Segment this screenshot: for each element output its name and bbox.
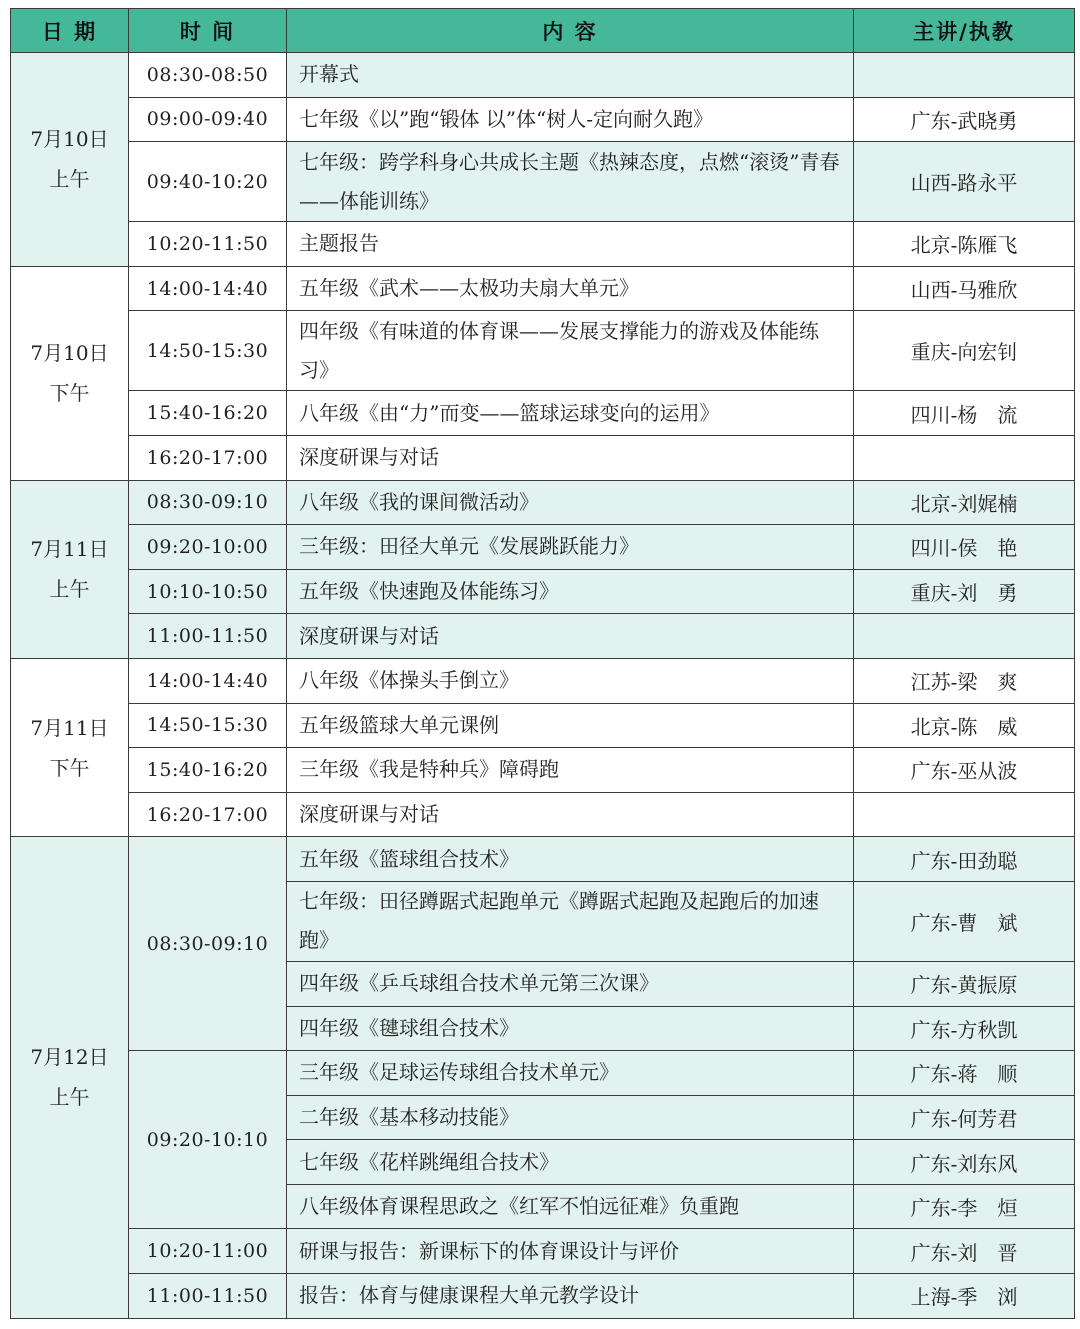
speaker-cell: 江苏-梁 爽 [854, 658, 1075, 703]
header-speaker: 主讲/执教 [854, 9, 1075, 53]
time-cell: 16:20-17:00 [129, 792, 287, 837]
content-cell: 三年级《我是特种兵》障碍跑 [287, 748, 854, 793]
table-row [11, 222, 1075, 267]
time-cell: 14:50-15:30 [129, 311, 287, 391]
table-row [11, 53, 1075, 98]
date-cell [11, 53, 129, 267]
table-row [11, 525, 1075, 570]
time-cell: 08:30-09:10 [129, 837, 287, 1051]
content-cell: 二年级《基本移动技能》 [287, 1095, 854, 1140]
time-cell: 08:30-08:50 [129, 53, 287, 98]
content-cell: 深度研课与对话 [287, 792, 854, 837]
content-cell: 七年级《花样跳绳组合技术》 [287, 1140, 854, 1185]
table-row [11, 658, 1075, 703]
time-cell: 15:40-16:20 [129, 391, 287, 436]
speaker-cell: 上海-季 浏 [854, 1274, 1075, 1319]
time-cell: 14:00-14:40 [129, 658, 287, 703]
speaker-cell: 四川-侯 艳 [854, 525, 1075, 570]
speaker-cell: 广东-方秋凯 [854, 1006, 1075, 1051]
content-cell: 八年级《由“力”而变——篮球运球变向的运用》 [287, 391, 854, 436]
speaker-cell: 广东-何芳君 [854, 1095, 1075, 1140]
content-cell: 四年级《有味道的体育课——发展支撑能力的游戏及体能练习》 [287, 311, 854, 391]
table-row [11, 311, 1075, 391]
content-cell: 主题报告 [287, 222, 854, 267]
content-cell: 三年级《足球运传球组合技术单元》 [287, 1051, 854, 1096]
time-cell: 14:50-15:30 [129, 703, 287, 748]
time-cell: 14:00-14:40 [129, 266, 287, 311]
speaker-cell: 北京-刘娓楠 [854, 480, 1075, 525]
table-row [11, 480, 1075, 525]
date-label: 7月11日 [30, 537, 109, 562]
table-row [11, 266, 1075, 311]
speaker-cell: 广东-李 烜 [854, 1184, 1075, 1229]
speaker-cell: 山西-路永平 [854, 142, 1075, 222]
content-cell: 八年级体育课程思政之《红军不怕远征难》负重跑 [287, 1184, 854, 1229]
speaker-cell [854, 53, 1075, 98]
table-row [11, 614, 1075, 659]
table-row [11, 435, 1075, 480]
table-row [11, 703, 1075, 748]
time-cell: 10:20-11:50 [129, 222, 287, 267]
period-label: 上午 [49, 577, 90, 602]
content-cell: 七年级：田径蹲踞式起跑单元《蹲踞式起跑及起跑后的加速跑》 [287, 881, 854, 961]
table-row [11, 837, 1075, 882]
content-cell: 五年级《快速跑及体能练习》 [287, 569, 854, 614]
speaker-cell: 广东-武晓勇 [854, 97, 1075, 142]
content-cell: 五年级篮球大单元课例 [287, 703, 854, 748]
date-label: 7月12日 [30, 1045, 109, 1070]
content-cell: 七年级：跨学科身心共成长主题《热辣态度，点燃“滚烫”青春——体能训练》 [287, 142, 854, 222]
time-cell: 11:00-11:50 [129, 614, 287, 659]
speaker-cell: 广东-巫从波 [854, 748, 1075, 793]
content-cell: 研课与报告：新课标下的体育课设计与评价 [287, 1229, 854, 1274]
content-cell: 五年级《篮球组合技术》 [287, 837, 854, 882]
period-label: 下午 [49, 755, 90, 780]
header-date: 日 期 [11, 9, 129, 53]
speaker-cell: 四川-杨 流 [854, 391, 1075, 436]
speaker-cell: 重庆-刘 勇 [854, 569, 1075, 614]
date-label: 7月11日 [30, 715, 109, 740]
content-cell: 三年级：田径大单元《发展跳跃能力》 [287, 525, 854, 570]
period-label: 下午 [49, 381, 90, 406]
date-cell [11, 480, 129, 658]
time-cell: 09:00-09:40 [129, 97, 287, 142]
table-row [11, 569, 1075, 614]
table-row [11, 142, 1075, 222]
table-row [11, 748, 1075, 793]
speaker-cell: 北京-陈雁飞 [854, 222, 1075, 267]
content-cell: 深度研课与对话 [287, 614, 854, 659]
time-cell: 10:20-11:00 [129, 1229, 287, 1274]
period-label: 上午 [49, 1085, 90, 1110]
table-row [11, 391, 1075, 436]
content-cell: 开幕式 [287, 53, 854, 98]
header-row [11, 9, 1075, 53]
time-cell: 11:00-11:50 [129, 1274, 287, 1319]
content-cell: 八年级《我的课间微活动》 [287, 480, 854, 525]
date-label: 7月10日 [30, 341, 109, 366]
header-time: 时 间 [129, 9, 287, 53]
table-row [11, 792, 1075, 837]
speaker-cell: 广东-黄振原 [854, 961, 1075, 1006]
time-cell: 15:40-16:20 [129, 748, 287, 793]
table-row [11, 1051, 1075, 1096]
table-row [11, 97, 1075, 142]
speaker-cell: 广东-刘东风 [854, 1140, 1075, 1185]
speaker-cell: 广东-刘 晋 [854, 1229, 1075, 1274]
speaker-cell: 广东-田劲聪 [854, 837, 1075, 882]
time-cell: 09:40-10:20 [129, 142, 287, 222]
table-row [11, 1229, 1075, 1274]
content-cell: 七年级《以”跑“锻体 以”体“树人-定向耐久跑》 [287, 97, 854, 142]
time-cell: 08:30-09:10 [129, 480, 287, 525]
content-cell: 四年级《乒乓球组合技术单元第三次课》 [287, 961, 854, 1006]
speaker-cell [854, 435, 1075, 480]
table-row [11, 1274, 1075, 1319]
time-cell: 09:20-10:10 [129, 1051, 287, 1229]
date-cell [11, 837, 129, 1318]
content-cell: 四年级《毽球组合技术》 [287, 1006, 854, 1051]
date-cell [11, 266, 129, 480]
speaker-cell: 广东-蒋 顺 [854, 1051, 1075, 1096]
content-cell: 深度研课与对话 [287, 435, 854, 480]
content-cell: 八年级《体操头手倒立》 [287, 658, 854, 703]
speaker-cell [854, 614, 1075, 659]
speaker-cell: 广东-曹 斌 [854, 881, 1075, 961]
speaker-cell: 重庆-向宏钊 [854, 311, 1075, 391]
time-cell: 16:20-17:00 [129, 435, 287, 480]
date-cell [11, 658, 129, 836]
period-label: 上午 [49, 167, 90, 192]
header-content: 内 容 [287, 9, 854, 53]
speaker-cell [854, 792, 1075, 837]
content-cell: 五年级《武术——太极功夫扇大单元》 [287, 266, 854, 311]
speaker-cell: 北京-陈 威 [854, 703, 1075, 748]
schedule-table [10, 8, 1075, 1319]
time-cell: 10:10-10:50 [129, 569, 287, 614]
time-cell: 09:20-10:00 [129, 525, 287, 570]
date-label: 7月10日 [30, 127, 109, 152]
speaker-cell: 山西-马雅欣 [854, 266, 1075, 311]
content-cell: 报告：体育与健康课程大单元教学设计 [287, 1274, 854, 1319]
